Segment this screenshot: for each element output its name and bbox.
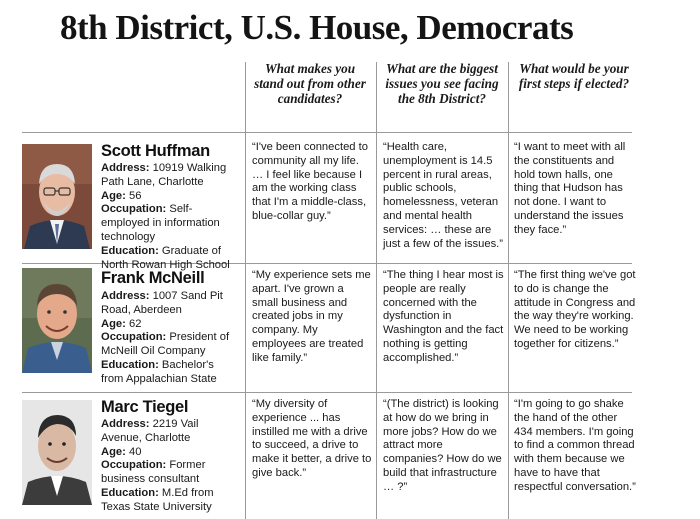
candidate-address: 1007 Sand Pit Road, Aberdeen [101, 290, 223, 316]
candidate-info [101, 162, 239, 272]
candidate-age: 40 [128, 445, 142, 458]
column-divider [508, 62, 509, 519]
answer-first-steps: “I'm going to go shake the hand of the other 434 members. I'm going to find a common thread with them because we have to have that respectful conversation.” [514, 398, 636, 493]
candidate-info [101, 290, 239, 387]
candidate-education: Bachelor's from Appalachian State [101, 358, 217, 385]
education-label: Education: [101, 358, 159, 371]
answer-issues: “(The district) is looking at how do we bring in more jobs? How do we attract more companies? How do we build that infrastructure … ?” [383, 398, 502, 493]
candidate-occupation: Former business consultant [101, 459, 206, 486]
candidate-name: Scott Huffman [101, 142, 210, 160]
candidate-photo-tiegel [22, 400, 92, 505]
candidate-photo-mcneill [22, 268, 92, 373]
candidate-occupation: President of McNeill Oil Company [101, 331, 230, 358]
age-label: Age: [101, 317, 126, 330]
answer-first-steps: “The first thing we've got to do is change the attitude in Congress and the way they're working. We need to be working together for citizens.” [514, 269, 636, 350]
column-divider [376, 62, 377, 519]
candidate-education: Graduate of North Rowan High School [101, 244, 230, 271]
answer-standout: “My diversity of experience ... has instilled me with a drive to succeed, a drive to make it better, a drive to give back.” [252, 398, 372, 479]
occupation-label: Occupation: [101, 459, 167, 472]
page-title: 8th District, U.S. House, Democrats [60, 8, 574, 47]
row-divider [22, 392, 632, 393]
column-divider [245, 62, 246, 519]
occupation-label: Occupation: [101, 331, 167, 344]
candidate-age: 56 [128, 189, 142, 202]
answer-standout: “My experience sets me apart. I've grown a small business and created jobs in my company. My employees are treated like family.” [252, 269, 371, 364]
candidate-occupation: Self-employed in information technology [101, 203, 220, 243]
candidate-address: 10919 Walking Path Lane, Charlotte [101, 162, 227, 188]
education-label: Education: [101, 244, 159, 257]
education-label: Education: [101, 486, 159, 499]
answer-first-steps: “I want to meet with all the constituents and hold town halls, one thing that Hudson has not done. I want to understand the issues they face.” [514, 141, 626, 236]
question-header-issues: What are the biggest issues you see facing the 8th District? [385, 61, 499, 106]
candidate-info [101, 418, 239, 515]
candidate-name: Frank McNeill [101, 269, 205, 287]
candidate-photo-huffman [22, 144, 92, 249]
candidate-address: 2219 Vail Avenue, Charlotte [101, 418, 199, 444]
question-header-standout: What makes you stand out from other candidates? [254, 61, 366, 106]
occupation-label: Occupation: [101, 203, 167, 216]
question-header-first-steps: What would be your first steps if elected? [518, 61, 630, 91]
answer-issues: “Health care, unemployment is 14.5 percent in rural areas, public schools, homelessness, veteran and mental health services: … these are just a few of the issues.” [383, 141, 504, 250]
age-label: Age: [101, 445, 126, 458]
address-label: Address: [101, 162, 150, 174]
row-divider [22, 132, 632, 133]
address-label: Address: [101, 290, 150, 302]
answer-standout: “I've been connected to community all my life. … I feel like because I am the working class that I'm a middle-class, blue-collar guy.” [252, 141, 368, 222]
age-label: Age: [101, 189, 126, 202]
candidate-age: 62 [128, 317, 142, 330]
answer-issues: “The thing I hear most is people are really concerned with the dysfunction in Washington and the fact nothing is getting accomplished.” [383, 269, 504, 364]
address-label: Address: [101, 418, 150, 430]
candidate-name: Marc Tiegel [101, 398, 189, 416]
candidate-education: M.Ed from Texas State University [101, 486, 214, 513]
